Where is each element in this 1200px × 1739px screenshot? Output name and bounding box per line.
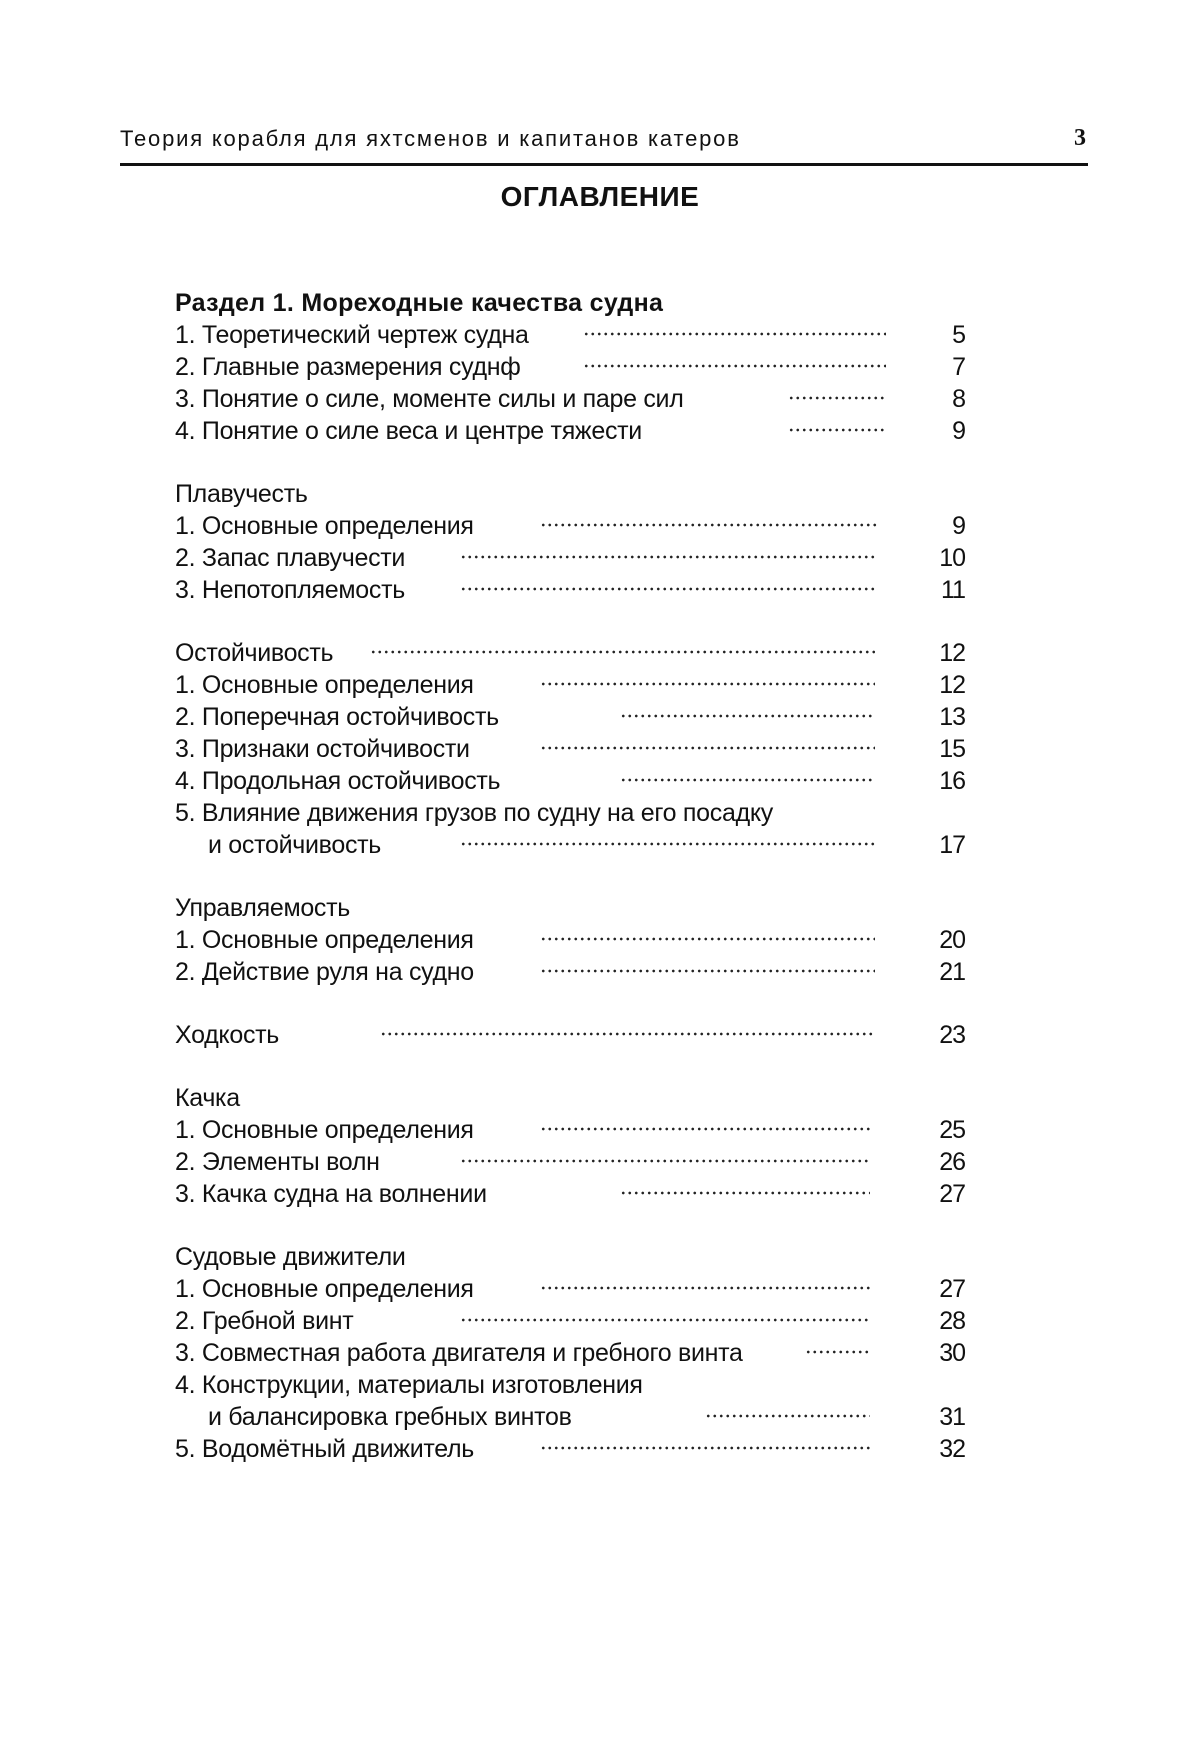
toc-entry-page: 20 — [939, 926, 965, 954]
toc-entry-label: 2. Элементы волн — [175, 1148, 380, 1176]
toc-entry[interactable] — [175, 350, 1075, 384]
toc-section-heading[interactable] — [175, 636, 1075, 670]
toc-entry[interactable] — [175, 796, 1075, 830]
dot-leader — [540, 936, 875, 942]
toc-entry[interactable] — [175, 1177, 1075, 1211]
toc-entry[interactable] — [175, 382, 1075, 416]
toc-entry-label: 2. Гребной винт — [175, 1307, 354, 1335]
dot-leader — [620, 777, 875, 783]
toc-entry-page: 26 — [939, 1148, 965, 1176]
toc-entry-page: 31 — [939, 1403, 965, 1431]
toc-entry[interactable] — [175, 1145, 1075, 1179]
toc-section-title: Качка — [175, 1084, 240, 1112]
toc-entry-page: 25 — [939, 1116, 965, 1144]
toc-entry-label: 3. Признаки остойчивости — [175, 735, 470, 763]
toc-entry-label: 2. Действие руля на судно — [175, 958, 474, 986]
toc-entry-page: 10 — [939, 544, 965, 572]
page-number: 3 — [1074, 125, 1086, 151]
dot-leader — [540, 1126, 870, 1132]
dot-leader — [540, 745, 875, 751]
toc-entry-page: 8 — [952, 385, 965, 413]
toc-entry[interactable] — [175, 923, 1075, 957]
toc-entry-label: 1. Основные определения — [175, 1116, 474, 1144]
dot-leader — [460, 586, 875, 592]
toc-entry-label: 2. Поперечная остойчивость — [175, 703, 499, 731]
dot-leader — [583, 363, 886, 369]
dot-leader — [805, 1349, 870, 1355]
toc-entry[interactable] — [175, 1368, 1075, 1402]
dot-leader — [540, 1445, 870, 1451]
toc-section-title: Судовые движители — [175, 1243, 406, 1271]
dot-leader — [460, 841, 875, 847]
toc-entry-page: 12 — [939, 671, 965, 699]
toc-entry[interactable] — [175, 318, 1075, 352]
toc-section-title: Управляемость — [175, 894, 351, 922]
dot-leader — [460, 1317, 870, 1323]
dot-leader — [540, 1285, 870, 1291]
dot-leader — [540, 968, 875, 974]
toc-entry[interactable] — [175, 668, 1075, 702]
header-rule — [120, 163, 1088, 166]
toc-entry-label: 3. Понятие о силе, моменте силы и паре сил — [175, 385, 684, 413]
toc-entry-page: 9 — [952, 417, 965, 445]
dot-leader — [705, 1413, 870, 1419]
running-header — [120, 126, 1088, 160]
toc-entry[interactable] — [175, 1113, 1075, 1147]
toc-title: ОГЛАВЛЕНИЕ — [500, 181, 700, 212]
toc-entry-label: 1. Основные определения — [175, 926, 474, 954]
toc-entry-page: 30 — [939, 1339, 965, 1367]
toc-entry-label: 4. Конструкции, материалы изготовления — [175, 1371, 643, 1399]
toc-section-heading[interactable] — [175, 1018, 1075, 1052]
toc-entry-page: 28 — [939, 1307, 965, 1335]
toc-entry-label-cont: и остойчивость — [208, 831, 382, 859]
dot-leader — [620, 713, 875, 719]
dot-leader — [380, 1031, 875, 1037]
dot-leader — [370, 649, 875, 655]
toc-section-title: Остойчивость — [175, 639, 334, 667]
dot-leader — [583, 331, 886, 337]
toc-entry[interactable] — [175, 1432, 1075, 1466]
dot-leader — [540, 522, 879, 528]
toc-part-title: Раздел 1. Мореходные качества судна — [175, 289, 664, 317]
toc-entry-page: 12 — [939, 639, 965, 667]
toc-entry-label: 1. Теоретический чертеж судна — [175, 321, 529, 349]
toc-entry-label: 4. Понятие о силе веса и центре тяжести — [175, 417, 642, 445]
toc-entry-page: 23 — [939, 1021, 965, 1049]
toc-entry[interactable] — [175, 509, 1075, 543]
toc-entry-page: 11 — [941, 576, 965, 604]
toc-section-heading[interactable] — [175, 477, 1075, 511]
toc-entry-label: 3. Совместная работа двигателя и гребного винта — [175, 1339, 743, 1367]
toc-entry-label: 2. Главные размерения суднф — [175, 353, 521, 381]
dot-leader — [788, 427, 886, 433]
toc-part-heading — [175, 286, 1075, 320]
dot-leader — [788, 395, 886, 401]
toc-entry-label: 1. Основные определения — [175, 1275, 474, 1303]
toc-section-title: Ходкость — [175, 1021, 280, 1049]
toc-entry[interactable] — [175, 1304, 1075, 1338]
toc-entry-page: 32 — [939, 1435, 965, 1463]
running-title: Теория корабля для яхтсменов и капитанов катеров — [120, 126, 741, 151]
dot-leader — [460, 554, 875, 560]
toc-entry-label: 1. Основные определения — [175, 671, 474, 699]
toc-entry-label: 3. Качка судна на волнении — [175, 1180, 487, 1208]
toc-entry[interactable] — [175, 414, 1075, 448]
toc-entry[interactable] — [175, 1336, 1075, 1370]
toc-entry-page: 27 — [939, 1275, 965, 1303]
toc-entry-page: 17 — [939, 831, 965, 859]
toc-entry-label: 1. Основные определения — [175, 512, 474, 540]
toc-entry-page: 16 — [939, 767, 965, 795]
toc-entry-page: 27 — [939, 1180, 965, 1208]
toc-entry-page: 13 — [939, 703, 965, 731]
toc-entry-page: 7 — [952, 353, 965, 381]
toc-entry-label: 5. Влияние движения грузов по судну на его посадку — [175, 799, 773, 827]
toc-entry[interactable] — [175, 732, 1075, 766]
dot-leader — [460, 1158, 870, 1164]
toc-section-heading[interactable] — [175, 1081, 1075, 1115]
toc-entry-page: 15 — [939, 735, 965, 763]
toc-entry-label: 3. Непотопляемость — [175, 576, 405, 604]
toc-entry[interactable] — [175, 573, 1075, 607]
toc-entry-page: 9 — [952, 512, 965, 540]
toc-entry-page: 21 — [939, 958, 965, 986]
toc-entry-label: 2. Запас плавучести — [175, 544, 406, 572]
dot-leader — [540, 681, 875, 687]
toc-entry-page: 5 — [952, 321, 965, 349]
toc-section-heading[interactable] — [175, 891, 1075, 925]
toc-entry[interactable] — [175, 1272, 1075, 1306]
toc-entry-label: 5. Водомётный движитель — [175, 1435, 475, 1463]
toc-entry[interactable] — [175, 541, 1075, 575]
toc-entry-continuation[interactable] — [175, 1400, 1075, 1434]
toc-entry[interactable] — [175, 700, 1075, 734]
toc-section-heading[interactable] — [175, 1240, 1075, 1274]
dot-leader — [620, 1190, 870, 1196]
toc-entry-continuation[interactable] — [175, 828, 1075, 862]
toc-entry[interactable] — [175, 955, 1075, 989]
toc-entry[interactable] — [175, 764, 1075, 798]
toc-entry-label: 4. Продольная остойчивость — [175, 767, 501, 795]
toc-entry-label-cont: и балансировка гребных винтов — [208, 1403, 572, 1431]
toc-section-title: Плавучесть — [175, 480, 308, 508]
